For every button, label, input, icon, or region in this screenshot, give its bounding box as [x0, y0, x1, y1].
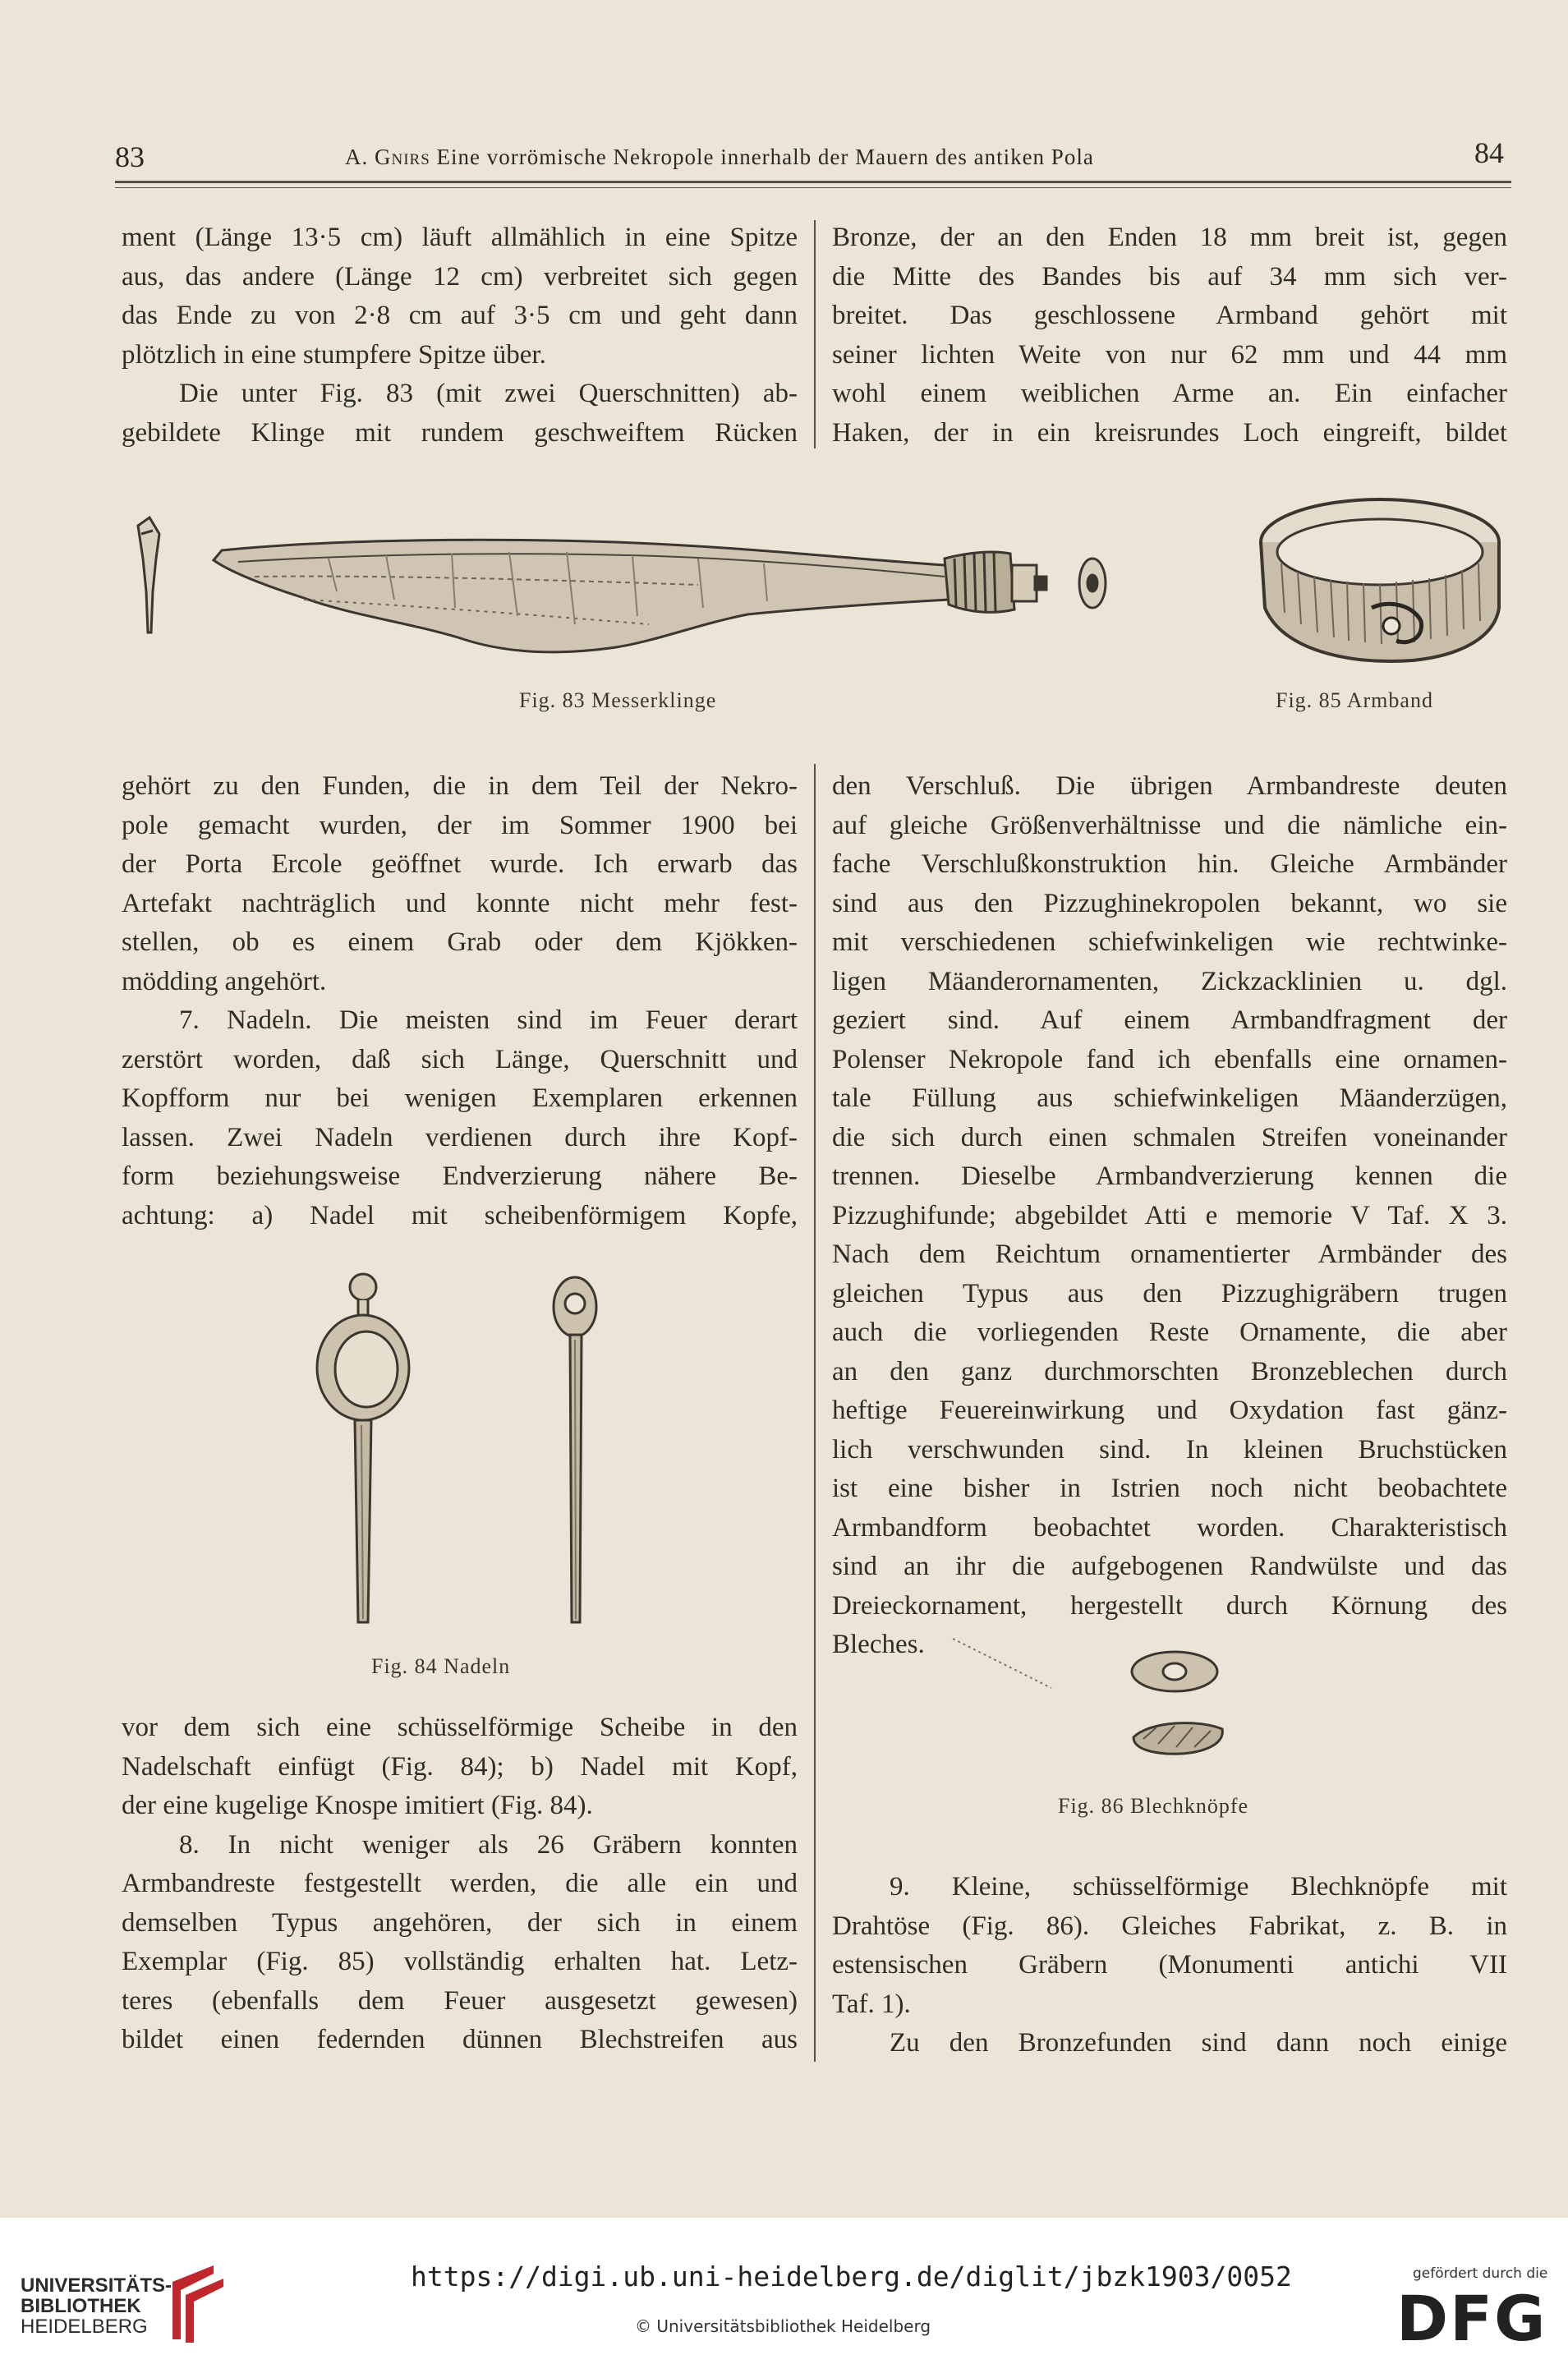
- text-line: Armbandform beobachtet worden. Charakteristisch: [832, 1512, 1507, 1543]
- library-name: [21, 2275, 172, 2337]
- text-line: ligen Mäanderornamenten, Zickzacklinien u. dgl.: [832, 966, 1507, 996]
- text-line: ment (Länge 13·5 cm) läuft allmählich in eine Spitze: [122, 223, 798, 252]
- text-line: auch die vorliegenden Reste Ornamente, die aber: [832, 1318, 1507, 1347]
- running-title-author: Gnirs: [375, 145, 430, 169]
- library-name-line2: BIBLIOTHEK: [21, 2295, 141, 2317]
- header-rule-top: [115, 181, 1511, 183]
- text-line: das Ende zu von 2·8 cm auf 3·5 cm und geht dann: [122, 301, 798, 330]
- column-left-top: [122, 218, 798, 453]
- text-line: stellen, ob es einem Grab oder dem Kjökken-: [122, 927, 798, 957]
- column-right-middle: [832, 767, 1507, 1665]
- text-line: pole gemacht wurden, der im Sommer 1900 bei: [122, 810, 798, 840]
- text-line: form beziehungsweise Endverzierung nähere Be-: [122, 1161, 798, 1191]
- text-line: gebildete Klinge mit rundem geschweiftem Rücken: [122, 417, 798, 448]
- text-line: Taf. 1).: [832, 1989, 911, 2019]
- figure-84-needles: [304, 1261, 632, 1639]
- text-line: auf gleiche Größenverhältnisse und die nämliche ein-: [832, 810, 1507, 840]
- knife-cross-section-1: [138, 517, 159, 632]
- column-left-bottom: [122, 1709, 798, 2060]
- text-line: seiner lichten Weite von nur 62 mm und 44 mm: [832, 339, 1507, 370]
- text-line: der Porta Ercole geöffnet wurde. Ich erwarb das: [122, 849, 798, 879]
- header-rule-bottom: [115, 187, 1511, 188]
- text-line: Exemplar (Fig. 85) vollständig erhalten hat. Letz-: [122, 1947, 798, 1976]
- button-top-view: [1132, 1652, 1217, 1691]
- text-line: sind aus den Pizzughinekropolen bekannt, wo sie: [832, 888, 1507, 918]
- text-line: Bleches.: [832, 1630, 925, 1659]
- text-line: vor dem sich eine schüsselförmige Scheibe in den: [122, 1713, 798, 1742]
- text-line: zerstört worden, daß sich Länge, Querschnitt und: [122, 1044, 798, 1074]
- running-title-prefix: A.: [345, 145, 375, 169]
- text-line: 8. In nicht weniger als 26 Gräbern konnten: [179, 1829, 798, 1860]
- dfg-logo: DFG: [1396, 2282, 1547, 2355]
- text-line: Zu den Bronzefunden sind dann noch einige: [890, 2028, 1507, 2058]
- text-line: wohl einem weiblichen Arme an. Ein einfacher: [832, 379, 1507, 408]
- figure-83-caption: Fig. 83 Messerklinge: [519, 688, 717, 712]
- column-divider-bottom: [814, 764, 816, 2062]
- text-line: aus, das andere (Länge 12 cm) verbreitet sich gegen: [122, 261, 798, 292]
- text-line: Bronze, der an den Enden 18 mm breit ist, gegen: [832, 223, 1507, 252]
- column-divider-top: [814, 220, 816, 448]
- text-line: Haken, der in ein kreisrundes Loch eingreift, bildet: [832, 417, 1507, 448]
- text-line: estensischen Gräbern (Monumenti antichi VII: [832, 1950, 1507, 1980]
- figure-85-caption: Fig. 85 Armband: [1276, 688, 1433, 712]
- text-line: trennen. Dieselbe Armbandverzierung kennen die: [832, 1161, 1507, 1191]
- text-line: gehört zu den Funden, die in dem Teil der Nekro-: [122, 771, 798, 801]
- text-line: gleichen Typus aus den Pizzughigräbern trugen: [832, 1278, 1507, 1308]
- needle-a-disc-head: [317, 1274, 409, 1622]
- figure-85-bracelet: [1248, 485, 1511, 674]
- text-line: Armbandreste festgestellt werden, die alle ein und: [122, 1869, 798, 1898]
- dfg-funded-by: gefördert durch die: [1413, 2265, 1548, 2282]
- page-number-left: 83: [115, 140, 145, 173]
- text-line: an den ganz durchmorschten Bronzeblechen durch: [832, 1356, 1507, 1387]
- running-title: [345, 145, 1094, 170]
- column-right-bottom: [832, 1868, 1507, 2063]
- knife-cross-section-2: [1079, 559, 1106, 608]
- text-line: die sich durch einen schmalen Streifen voneinander: [832, 1122, 1507, 1152]
- text-line: 9. Kleine, schüsselförmige Blechknöpfe mit: [890, 1872, 1507, 1902]
- text-line: fache Verschlußkonstruktion hin. Gleiche Armbänder: [832, 849, 1507, 879]
- text-line: achtung: a) Nadel mit scheibenförmigem Kopfe,: [122, 1200, 798, 1230]
- text-line: mit verschiedenen schiefwinkeligen wie rechtwinke-: [832, 927, 1507, 957]
- needle-b-knob-head: [554, 1277, 596, 1622]
- text-line: breitet. Das geschlossene Armband gehört mit: [832, 301, 1507, 330]
- text-line: Nadelschaft einfügt (Fig. 84); b) Nadel mit Kopf,: [122, 1751, 798, 1782]
- text-line: Artefakt nachträglich und konnte nicht mehr fest-: [122, 888, 798, 918]
- library-name-line1: UNIVERSITÄTS-: [21, 2274, 172, 2297]
- pointer-line: [953, 1639, 1051, 1688]
- text-line: Dreieckornament, hergestellt durch Körnung des: [832, 1590, 1507, 1621]
- page-number-right: 84: [1474, 136, 1504, 169]
- text-line: Nach dem Reichtum ornamentierter Armbänder des: [832, 1239, 1507, 1269]
- text-line: geziert sind. Auf einem Armbandfragment der: [832, 1005, 1507, 1035]
- text-line: 7. Nadeln. Die meisten sind im Feuer derart: [179, 1005, 798, 1035]
- text-line: Die unter Fig. 83 (mit zwei Querschnitten) ab-: [179, 379, 798, 408]
- text-line: heftige Feuereinwirkung und Oxydation fast gänz-: [832, 1396, 1507, 1425]
- text-line: die Mitte des Bandes bis auf 34 mm sich ver-: [832, 261, 1507, 292]
- text-line: plötzlich in eine stumpfere Spitze über.: [122, 339, 546, 370]
- permalink-url[interactable]: https://digi.ub.uni-heidelberg.de/diglit/jbzk1903/0052: [411, 2261, 1292, 2293]
- figure-84-caption: Fig. 84 Nadeln: [371, 1654, 511, 1678]
- figure-83-knife-blade: [123, 501, 1109, 690]
- figure-86-sheet-buttons: [936, 1622, 1281, 1770]
- text-line: mödding angehört.: [122, 966, 327, 996]
- copyright-notice: © Universitätsbibliothek Heidelberg: [635, 2316, 931, 2336]
- text-line: Pizzughifunde; abgebildet Atti e memorie V Taf. X 3.: [832, 1200, 1507, 1230]
- text-line: bildet einen federnden dünnen Blechstreifen aus: [122, 2025, 798, 2054]
- column-left-middle: [122, 767, 798, 1235]
- text-line: ist eine bisher in Istrien noch nicht beobachtete: [832, 1474, 1507, 1503]
- text-line: lassen. Zwei Nadeln verdienen durch ihre Kopf-: [122, 1122, 798, 1152]
- text-line: den Verschluß. Die übrigen Armbandreste deuten: [832, 771, 1507, 801]
- text-line: Polenser Nekropole fand ich ebenfalls eine ornamen-: [832, 1044, 1507, 1074]
- figure-86-caption: Fig. 86 Blechknöpfe: [1058, 1794, 1249, 1818]
- text-line: der eine kugelige Knospe imitiert (Fig. 84).: [122, 1791, 593, 1820]
- library-name-line3: HEIDELBERG: [21, 2316, 148, 2338]
- column-right-top: [832, 218, 1507, 453]
- knife-blade-body: [214, 540, 953, 652]
- text-line: Drahtöse (Fig. 86). Gleiches Fabrikat, z. B. in: [832, 1911, 1507, 1941]
- text-line: sind an ihr die aufgebogenen Randwülste und das: [832, 1552, 1507, 1581]
- text-line: Kopfform nur bei wenigen Exemplaren erkennen: [122, 1083, 798, 1113]
- text-line: tale Füllung aus schiefwinkeligen Mäanderzügen,: [832, 1083, 1507, 1113]
- text-line: demselben Typus angehören, der sich in einem: [122, 1907, 798, 1938]
- library-logo-icon: [156, 2257, 230, 2348]
- running-title-text: Eine vorrömische Nekropole innerhalb der Mauern des antiken Pola: [430, 145, 1094, 169]
- text-line: teres (ebenfalls dem Feuer ausgesetzt gewesen): [122, 1985, 798, 2016]
- knife-handle-socket: [945, 552, 1046, 612]
- text-line: lich verschwunden sind. In kleinen Bruchstücken: [832, 1434, 1507, 1465]
- button-side-view: [1133, 1723, 1222, 1755]
